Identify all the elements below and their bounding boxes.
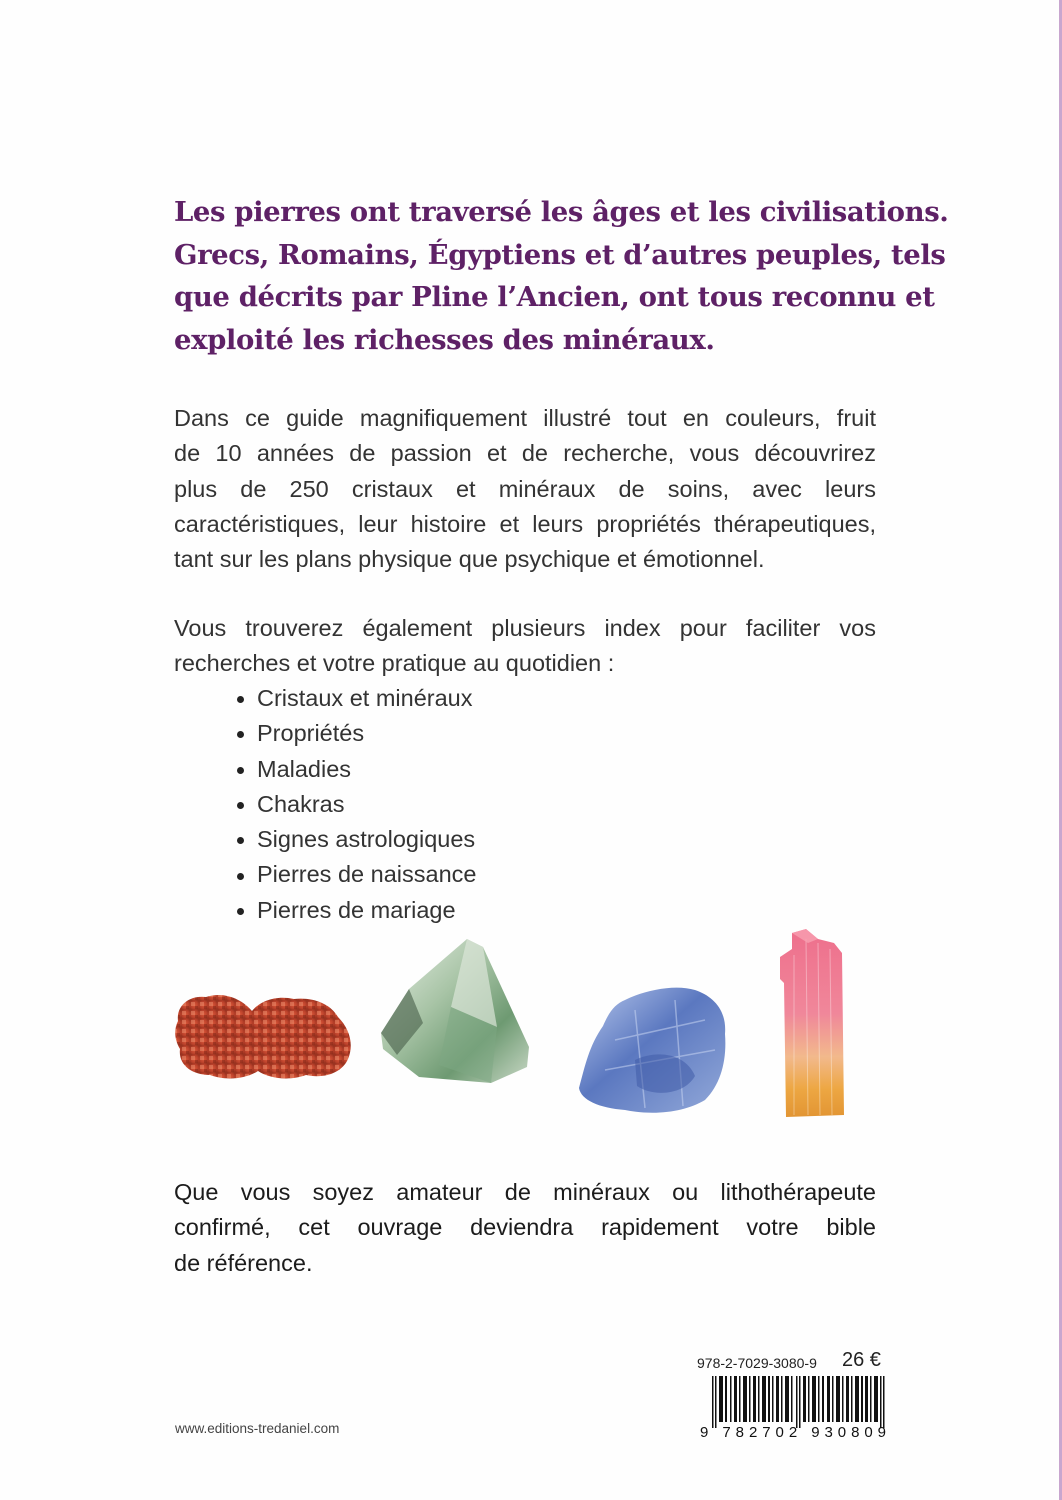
paragraph-line: Que vous soyez amateur de minéraux ou lithothérapeute <box>174 1179 876 1205</box>
paragraph-line: plus de 250 cristaux et minéraux de soins, avec leurs <box>174 475 876 502</box>
bullet-icon <box>237 908 244 915</box>
barcode-digits: 9 782702 930809 <box>700 1424 886 1440</box>
index-list <box>237 681 476 928</box>
paragraph-line: caractéristiques, leur histoire et leurs propriétés thérapeutiques, <box>174 510 876 537</box>
blue-mineral-image <box>575 980 735 1120</box>
price: 26 € <box>842 1349 881 1371</box>
list-item-label: Cristaux et minéraux <box>257 685 473 711</box>
bullet-icon <box>237 837 244 844</box>
barcode-icon <box>700 1376 898 1440</box>
bullet-icon <box>237 696 244 703</box>
closing-paragraph <box>174 1175 876 1281</box>
list-item <box>237 752 476 787</box>
bullet-icon <box>237 873 244 880</box>
description-paragraph <box>174 401 876 577</box>
isbn-number: 978-2-7029-3080-9 <box>697 1355 817 1371</box>
intro-line: Grecs, Romains, Égyptiens et d’autres peuples, tels <box>174 238 946 271</box>
paragraph-line: tant sur les plans physique que psychique et émotionnel. <box>174 546 765 573</box>
green-crystal-mineral-image <box>379 937 539 1087</box>
mineral-images <box>160 925 900 1125</box>
list-item <box>237 893 476 928</box>
list-item-label: Maladies <box>257 755 352 782</box>
intro-line: exploité les richesses des minéraux. <box>174 323 715 356</box>
list-item-label: Pierres de mariage <box>257 896 456 923</box>
intro-line: Les pierres ont traversé les âges et les civilisations. <box>174 196 949 228</box>
paragraph-line: de 10 années de passion et de recherche, vous découvrirez <box>174 440 876 467</box>
list-item-label: Propriétés <box>257 720 365 747</box>
list-item-label: Pierres de naissance <box>257 861 477 888</box>
paragraph-line: Dans ce guide magnifiquement illustré tout en couleurs, fruit <box>174 405 876 431</box>
index-intro-paragraph <box>174 611 876 682</box>
red-cluster-mineral-image <box>172 983 357 1083</box>
list-item-label: Signes astrologiques <box>257 826 476 853</box>
bullet-icon <box>237 731 244 738</box>
publisher-website: www.editions-tredaniel.com <box>175 1421 340 1436</box>
paragraph-line: recherches et votre pratique au quotidien : <box>174 650 615 677</box>
paragraph-line: Vous trouverez également plusieurs index pour faciliter vos <box>174 615 876 641</box>
bullet-icon <box>237 802 244 809</box>
list-item <box>237 716 476 751</box>
paragraph-line: confirmé, cet ouvrage deviendra rapidement votre bible <box>174 1214 876 1241</box>
intro-line: que décrits par Pline l’Ancien, ont tous reconnu et <box>174 281 935 313</box>
list-item <box>237 857 476 892</box>
list-item <box>237 787 476 822</box>
list-item <box>237 822 476 857</box>
tourmaline-mineral-image <box>778 929 858 1121</box>
list-item <box>237 681 476 716</box>
bullet-icon <box>237 767 244 774</box>
intro-heading <box>174 191 949 361</box>
list-item-label: Chakras <box>257 790 345 817</box>
paragraph-line: de référence. <box>174 1249 313 1276</box>
